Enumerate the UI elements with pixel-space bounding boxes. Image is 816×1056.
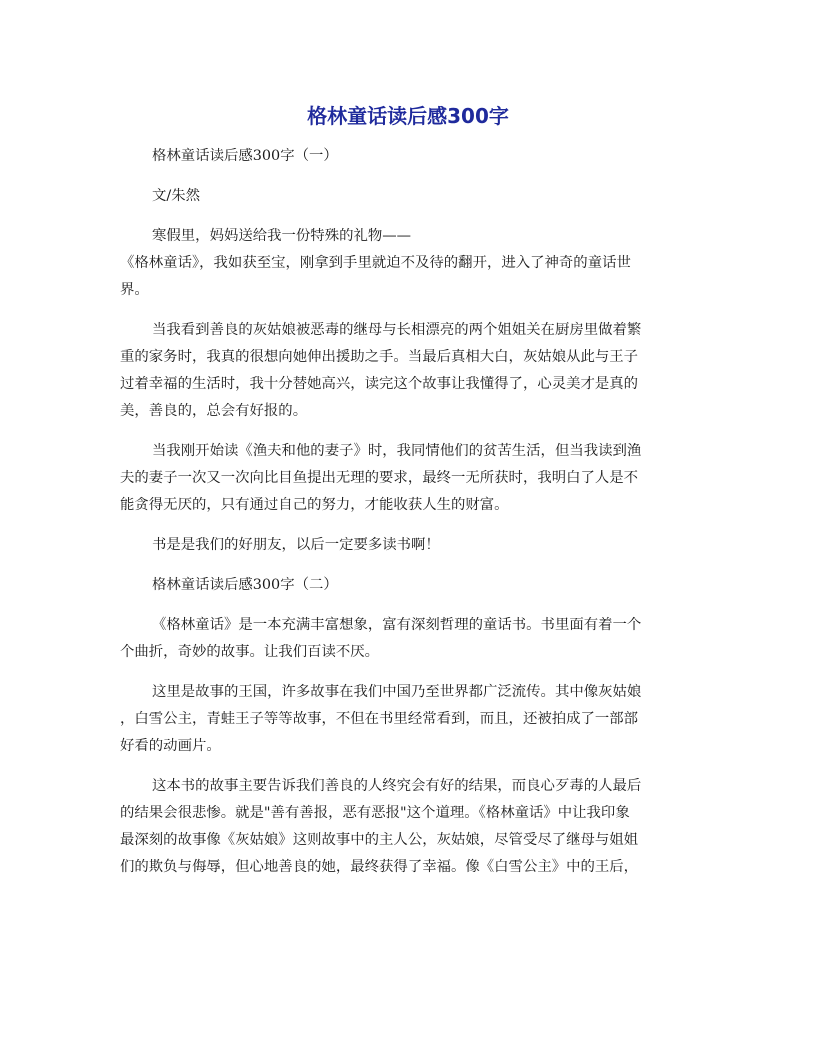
paragraph — [120, 773, 698, 881]
paragraph — [120, 612, 698, 666]
paragraph-line: 这本书的故事主要告诉我们善良的人终究会有好的结果，而良心歹毒的人最后 — [152, 778, 642, 794]
paragraph-line: 书是是我们的好朋友，以后一定要多读书啊！ — [152, 537, 440, 553]
document-body — [120, 143, 698, 894]
paragraph-line: 格林童话读后感300字（一） — [152, 148, 338, 164]
paragraph-line: 寒假里，妈妈送给我一份特殊的礼物—— — [152, 228, 412, 244]
paragraph — [120, 317, 698, 425]
paragraph-line: 当我刚开始读《渔夫和他的妻子》时，我同情他们的贫苦生活，但当我读到渔 — [152, 443, 642, 459]
paragraph — [120, 223, 698, 304]
paragraph-line: 的结果会很悲惨。就是"善有善报，恶有恶报"这个道理。《格林童话》中让我印象 — [120, 805, 630, 821]
paragraph-line: 《格林童话》是一本充满丰富想象，富有深刻哲理的童话书。书里面有着一个 — [152, 617, 642, 633]
paragraph-line: 好看的动画片。 — [120, 738, 221, 754]
paragraph-line: 们的欺负与侮辱，但心地善良的她，最终获得了幸福。像《白雪公主》中的王后， — [120, 859, 639, 875]
paragraph-line: 能贪得无厌的，只有通过自己的努力，才能收获人生的财富。 — [120, 497, 509, 513]
document-title: 格林童话读后感300字 — [307, 104, 509, 128]
paragraph-line: 重的家务时，我真的很想向她伸出援助之手。当最后真相大白，灰姑娘从此与王子 — [120, 349, 639, 365]
paragraph — [120, 183, 698, 210]
paragraph-line: 格林童话读后感300字（二） — [152, 577, 338, 593]
paragraph-line: 夫的妻子一次又一次向比目鱼提出无理的要求，最终一无所获时，我明白了人是不 — [120, 470, 639, 486]
paragraph-line: ，白雪公主，青蛙王子等等故事，不但在书里经常看到，而且，还被拍成了一部部 — [120, 711, 639, 727]
paragraph — [120, 532, 698, 559]
paragraph-line: 界。 — [120, 282, 149, 298]
paragraph — [120, 679, 698, 760]
paragraph-line: 《格林童话》，我如获至宝，刚拿到手里就迫不及待的翻开，进入了神奇的童话世 — [120, 255, 631, 271]
paragraph-line: 这里是故事的王国，许多故事在我们中国乃至世界都广泛流传。其中像灰姑娘 — [152, 684, 642, 700]
paragraph-line: 个曲折，奇妙的故事。让我们百读不厌。 — [120, 644, 380, 660]
paragraph-line: 过着幸福的生活时，我十分替她高兴，读完这个故事让我懂得了，心灵美才是真的 — [120, 376, 639, 392]
paragraph-line: 最深刻的故事像《灰姑娘》这则故事中的主人公，灰姑娘，尽管受尽了继母与姐姐 — [120, 832, 639, 848]
paragraph-line: 美，善良的，总会有好报的。 — [120, 403, 308, 419]
paragraph-line: 当我看到善良的灰姑娘被恶毒的继母与长相漂亮的两个姐姐关在厨房里做着繁 — [152, 322, 642, 338]
paragraph — [120, 143, 698, 170]
paragraph-line: 文/朱然 — [152, 188, 201, 204]
paragraph — [120, 572, 698, 599]
paragraph — [120, 438, 698, 519]
